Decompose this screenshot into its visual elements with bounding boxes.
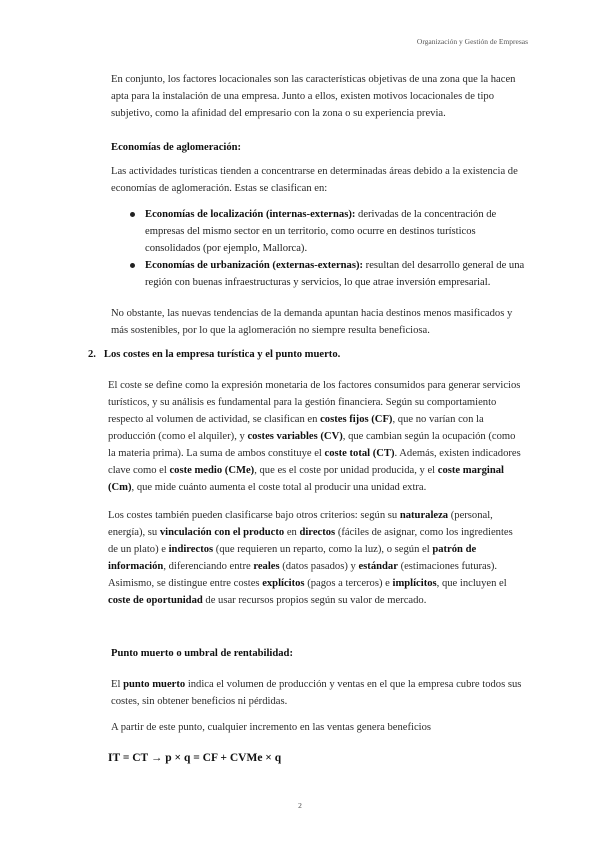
term-explicitos: explícitos bbox=[262, 578, 305, 589]
term-punto-muerto: punto muerto bbox=[123, 679, 186, 690]
punto-muerto-heading: Punto muerto o umbral de rentabilidad: bbox=[111, 648, 293, 659]
term-naturaleza: naturaleza bbox=[399, 510, 449, 521]
page-number: 2 bbox=[298, 801, 302, 810]
list-item-term: Economías de urbanización (externas-externas): bbox=[145, 260, 364, 271]
list-item bbox=[130, 206, 525, 257]
beneficios-paragraph: A partir de este punto, cualquier incremento en las ventas genera beneficios bbox=[111, 722, 432, 733]
term-costes-fijos: costes fijos (CF) bbox=[320, 414, 393, 425]
section-2-heading bbox=[88, 349, 340, 360]
term-patron-informacion: patrón de información bbox=[108, 544, 477, 572]
list-item-term: Economías de localización (internas-externas): bbox=[145, 209, 356, 220]
aglomeracion-list bbox=[130, 206, 525, 291]
term-estandar: estándar bbox=[358, 561, 398, 572]
aglomeracion-closing: No obstante, las nuevas tendencias de la demanda apuntan hacia destinos menos masificados y más sostenibles, por lo que la aglomeración no siempre resulta beneficiosa. bbox=[111, 308, 513, 336]
term-coste-medio: coste medio (CMe) bbox=[169, 465, 255, 476]
term-vinculacion: vinculación con el producto bbox=[159, 527, 285, 538]
punto-muerto-paragraph: El punto muerto indica el volumen de producción y ventas en el que la empresa cubre todos sus costes, sin obtener beneficios ni pérdidas. bbox=[111, 679, 522, 707]
costes-paragraph: El coste se define como la expresión monetaria de los factores consumidos para generar servicios turísticos, y su análisis es fundamental para la gestión financiera. Según su comportamiento respecto al volumen de actividad, se clasifican en costes fijos (CF), que no varían con la producción (como el alquiler), y costes variables (CV), que cambian según la ocupación (como la materia prima). La suma de ambos constituye el coste total (CT). Además, existen indicadores clave como el coste medio (CMe), que es el coste por unidad producida, y el coste marginal (Cm), que mide cuánto aumenta el coste total al producir una unidad extra. bbox=[108, 380, 521, 493]
term-indirectos: indirectos bbox=[168, 544, 214, 555]
intro-paragraph: En conjunto, los factores locacionales son las características objetivas de una zona que la hacen apta para la instalación de una empresa. Junto a ellos, existen motivos locacionales de tipo subjetivo, como la afinidad del empresario con la zona o su experiencia previa. bbox=[111, 74, 516, 119]
term-coste-total: coste total (CT) bbox=[324, 448, 395, 459]
aglomeracion-intro: Las actividades turísticas tienden a concentrarse en determinadas áreas debido a la existencia de economías de aglomeración. Estas se clasifican en: bbox=[111, 166, 518, 194]
list-item-text: derivadas de la concentración de empresas del mismo sector en un territorio, como ocurre en destinos turísticos consolidados (por ejemplo, Mallorca). bbox=[145, 209, 497, 254]
aglomeracion-heading: Economías de aglomeración: bbox=[111, 142, 242, 153]
break-even-formula: IT = CT → p × q = CF + CVMe × q bbox=[108, 752, 282, 764]
clasificacion-paragraph: Los costes también pueden clasificarse bajo otros criterios: según su naturaleza (personal, energía), su vinculación con el producto en directos (fáciles de asignar, como los ingredientes de un plato) e indirectos (que requieren un reparto, como la luz), o según el patrón de información, diferenciando entre reales (datos pasados) y estándar (estimaciones futuras). Asimismo, se distingue entre costes explícitos (pagos a terceros) e implícitos, que incluyen el coste de oportunidad de usar recursos propios según su valor de mercado. bbox=[108, 510, 513, 606]
section-title: Los costes en la empresa turística y el punto muerto. bbox=[103, 349, 341, 360]
section-number: 2. bbox=[88, 349, 96, 360]
list-item-text: resultan del desarrollo general de una región con buenas infraestructuras y servicios, lo que atrae inversión empresarial. bbox=[145, 260, 525, 288]
list-item bbox=[130, 257, 525, 291]
term-implicitos: implícitos bbox=[392, 578, 437, 589]
term-coste-oportunidad: coste de oportunidad bbox=[108, 595, 203, 606]
term-directos: directos bbox=[299, 527, 336, 538]
term-coste-marginal: coste marginal (Cm) bbox=[108, 465, 504, 493]
running-header: Organización y Gestión de Empresas bbox=[416, 37, 528, 46]
term-costes-variables: costes variables (CV) bbox=[247, 431, 343, 442]
term-reales: reales bbox=[253, 561, 280, 572]
